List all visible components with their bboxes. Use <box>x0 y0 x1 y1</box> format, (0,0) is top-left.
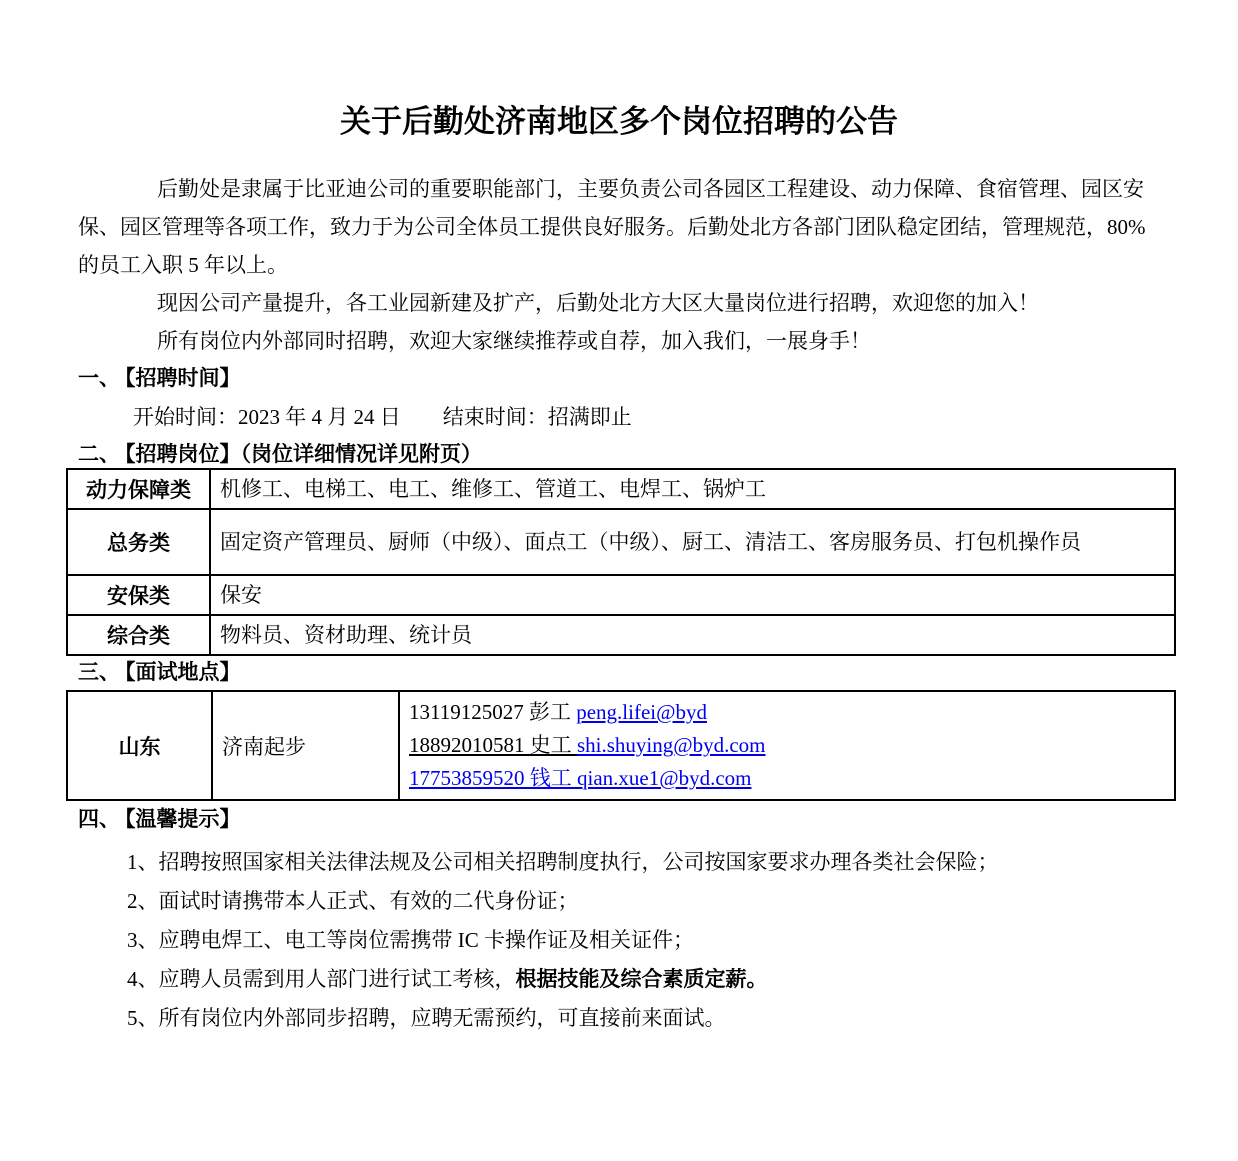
notice-text: 应聘人员需到用人部门进行试工考核， <box>158 967 516 991</box>
intro-paragraph-1: 后勤处是隶属于比亚迪公司的重要职能部门，主要负责公司各园区工程建设、动力保障、食宿管理、园区安保、园区管理等各项工作，致力于为公司全体员工提供良好服务。后勤处北方各部门团队稳定团结，管理规范，80%的员工入职 5 年以上。 <box>78 177 1146 277</box>
category-cell: 动力保障类 <box>67 469 210 509</box>
end-time: 结束时间：招满即止 <box>442 405 632 429</box>
contact-line <box>409 762 1166 795</box>
positions-table <box>66 468 1176 656</box>
category-cell: 安保类 <box>67 575 210 615</box>
section-heading-interview-location <box>78 656 1238 690</box>
region-cell: 山东 <box>67 691 212 800</box>
notice-number: 4、 <box>127 967 159 991</box>
list-item <box>127 999 1238 1038</box>
section-number: 三、 <box>78 661 120 684</box>
positions-cell: 机修工、电梯工、电工、维修工、管道工、电焊工、锅炉工 <box>210 469 1175 509</box>
list-item <box>127 960 1238 999</box>
table-row <box>67 509 1175 575</box>
contact-email-link[interactable]: shi.shuying@byd.com <box>577 733 766 757</box>
section-title: 【招聘岗位】 <box>125 443 241 466</box>
table-row <box>67 691 1175 800</box>
contact-phone-name: 13119125027 彭工 <box>409 700 577 724</box>
contacts-cell <box>399 691 1175 800</box>
notice-text: 所有岗位内外部同步招聘，应聘无需预约，可直接前来面试。 <box>158 1006 726 1030</box>
notices-list <box>127 843 1238 1038</box>
section-title: 【面试地点】 <box>125 661 241 684</box>
contact-line <box>409 696 1166 729</box>
notice-number: 5、 <box>127 1006 159 1030</box>
page-title: 关于后勤处济南地区多个岗位招聘的公告 <box>340 104 898 139</box>
list-item <box>127 882 1238 921</box>
contact-link[interactable] <box>409 766 751 790</box>
section-number: 一、 <box>78 367 120 390</box>
list-item <box>127 843 1238 882</box>
site-cell: 济南起步 <box>212 691 399 800</box>
intro-paragraph-2: 现因公司产量提升，各工业园新建及扩产，后勤处北方大区大量岗位进行招聘，欢迎您的加入！ <box>157 291 1039 315</box>
table-row <box>67 469 1175 509</box>
intro-section <box>78 170 1164 360</box>
notice-text: 面试时请携带本人正式、有效的二代身份证； <box>158 889 579 913</box>
section-number: 二、 <box>78 443 120 466</box>
notice-text: 招聘按照国家相关法律法规及公司相关招聘制度执行，公司按国家要求办理各类社会保险； <box>158 850 999 874</box>
section-title: 【温馨提示】 <box>125 808 241 831</box>
notice-number: 1、 <box>127 850 159 874</box>
start-time: 开始时间：2023 年 4 月 24 日 <box>133 405 401 429</box>
positions-cell: 固定资产管理员、厨师（中级）、面点工（中级）、厨工、清洁工、客房服务员、打包机操作员 <box>210 509 1175 575</box>
notice-number: 2、 <box>127 889 159 913</box>
contact-email-link[interactable]: peng.lifei@byd <box>576 700 707 724</box>
table-row <box>67 575 1175 615</box>
category-cell: 综合类 <box>67 615 210 655</box>
contact-phone-name: 18892010581 史工 <box>409 733 577 757</box>
intro-paragraph-3: 所有岗位内外部同时招聘，欢迎大家继续推荐或自荐，加入我们，一展身手！ <box>157 329 871 353</box>
notice-bold-text: 根据技能及综合素质定薪。 <box>515 968 768 991</box>
contact-email-link[interactable]: qian.xue1@byd.com <box>577 766 752 790</box>
interview-location-table <box>66 690 1176 801</box>
section-number: 四、 <box>78 808 120 831</box>
positions-cell: 物料员、资材助理、统计员 <box>210 615 1175 655</box>
section-heading-tips <box>78 801 1238 839</box>
notice-text: 应聘电焊工、电工等岗位需携带 IC 卡操作证及相关证件； <box>158 928 694 952</box>
table-row <box>67 615 1175 655</box>
section-title: 【招聘时间】 <box>125 367 241 390</box>
section-note: （岗位详细情况详见附页） <box>240 443 482 466</box>
contact-line <box>409 729 1166 762</box>
category-cell: 总务类 <box>67 509 210 575</box>
contact-phone-name[interactable]: 17753859520 钱工 <box>409 766 577 790</box>
positions-cell: 保安 <box>210 575 1175 615</box>
recruit-time-line <box>133 398 1238 436</box>
list-item <box>127 921 1238 960</box>
notice-number: 3、 <box>127 928 159 952</box>
section-heading-recruit-time <box>78 360 1238 398</box>
